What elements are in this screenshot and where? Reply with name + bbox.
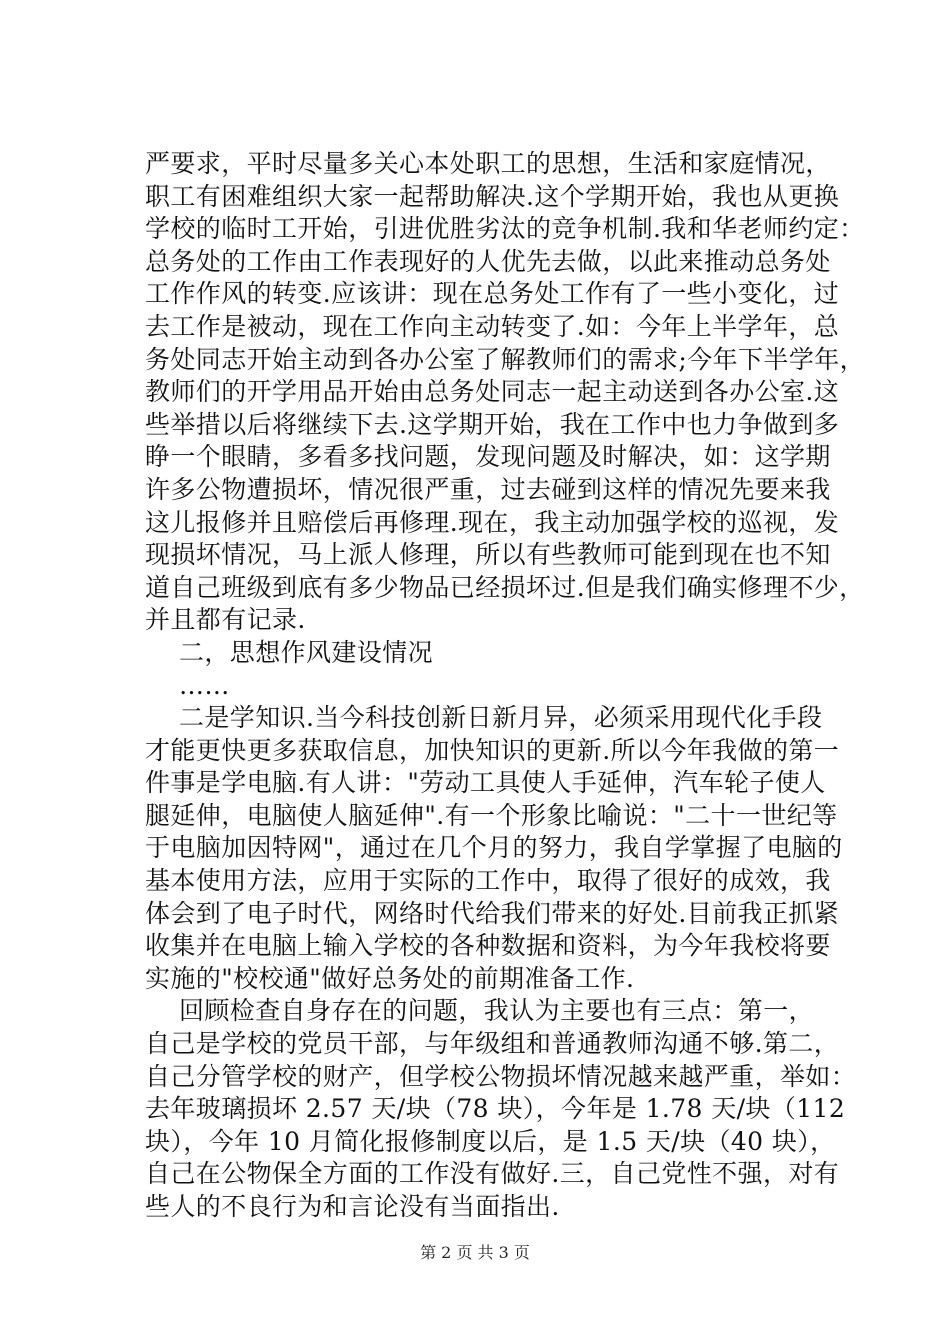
text-line: 实施的"校校通"做好总务处的前期准备工作. (145, 963, 635, 993)
text-line: 回顾检查自身存在的问题，我认为主要也有三点：第一， (179, 996, 815, 1026)
document-body (145, 148, 866, 1224)
text-line: 总务处的工作由工作表现好的人优先去做，以此来推动总务处 (145, 246, 831, 276)
text-line: 自己是学校的党员干部，与年级组和普通教师沟通不够.第二， (145, 1029, 840, 1059)
text-line: 自己分管学校的财产，但学校公物损坏情况越来越严重，举如： (145, 1061, 857, 1091)
ellipsis-line: …… (179, 670, 230, 700)
text-line: 去工作是被动，现在工作向主动转变了.如：今年上半学年，总 (145, 311, 840, 341)
text-line: 睁一个眼睛，多看多找问题，发现问题及时解决，如：这学期 (145, 442, 831, 472)
text-line: 块），今年 10 月简化报修制度以后，是 1.5 天/块（40 块）， (145, 1126, 836, 1156)
text-line: 于电脑加因特网"，通过在几个月的努力，我自学掌握了电脑的 (145, 833, 843, 863)
text-line: 许多公物遭损坏，情况很严重，过去碰到这样的情况先要来我 (145, 474, 831, 504)
text-line: 二是学知识.当今科技创新日新月异，必须采用现代化手段 (179, 703, 823, 733)
text-line: 道自己班级到底有多少物品已经损坏过.但是我们确实修理不少， (145, 572, 865, 602)
text-line: 收集并在电脑上输入学校的各种数据和资料，为今年我校将要 (145, 931, 831, 961)
text-line: 自己在公物保全方面的工作没有做好.三，自己党性不强，对有 (145, 1159, 840, 1189)
text-line: 腿延伸，电脑使人脑延伸".有一个形象比喻说："二十一世纪等 (145, 800, 838, 830)
text-line: 工作作风的转变.应该讲：现在总务处工作有了一些小变化，过 (145, 279, 840, 309)
text-line: 才能更快更多获取信息，加快知识的更新.所以今年我做的第一 (145, 735, 840, 765)
text-line: 件事是学电脑.有人讲："劳动工具使人手延伸，汽车轮子使人 (145, 768, 826, 798)
text-line: 教师们的开学用品开始由总务处同志一起主动送到各办公室.这 (145, 377, 840, 407)
text-line: 职工有困难组织大家一起帮助解决.这个学期开始，我也从更换 (145, 181, 840, 211)
text-line: 体会到了电子时代，网络时代给我们带来的好处.目前我正抓紧 (145, 898, 840, 928)
text-line: 现损坏情况，马上派人修理，所以有些教师可能到现在也不知 (145, 540, 831, 570)
text-line: 务处同志开始主动到各办公室了解教师们的需求;今年下半学年， (145, 344, 866, 374)
page-number: 第 2 页 共 3 页 (420, 1243, 530, 1262)
text-line: 并且都有记录. (145, 605, 306, 635)
text-line: 严要求，平时尽量多关心本处职工的思想，生活和家庭情况， (145, 149, 831, 178)
text-line: 去年玻璃损坏 2.57 天/块（78 块），今年是 1.78 天/块（112 (145, 1094, 846, 1124)
text-line: 这儿报修并且赔偿后再修理.现在，我主动加强学校的巡视，发 (145, 507, 840, 537)
text-line: 学校的临时工开始，引进优胜劣汰的竞争机制.我和华老师约定： (145, 214, 865, 244)
text-line: 些举措以后将继续下去.这学期开始，我在工作中也力争做到多 (145, 409, 840, 439)
page-footer (0, 1243, 950, 1263)
text-line: 些人的不良行为和言论没有当面指出. (145, 1192, 560, 1221)
section-heading: 二，思想作风建设情况 (179, 637, 434, 667)
text-line: 基本使用方法，应用于实际的工作中，取得了很好的成效，我 (145, 866, 831, 896)
